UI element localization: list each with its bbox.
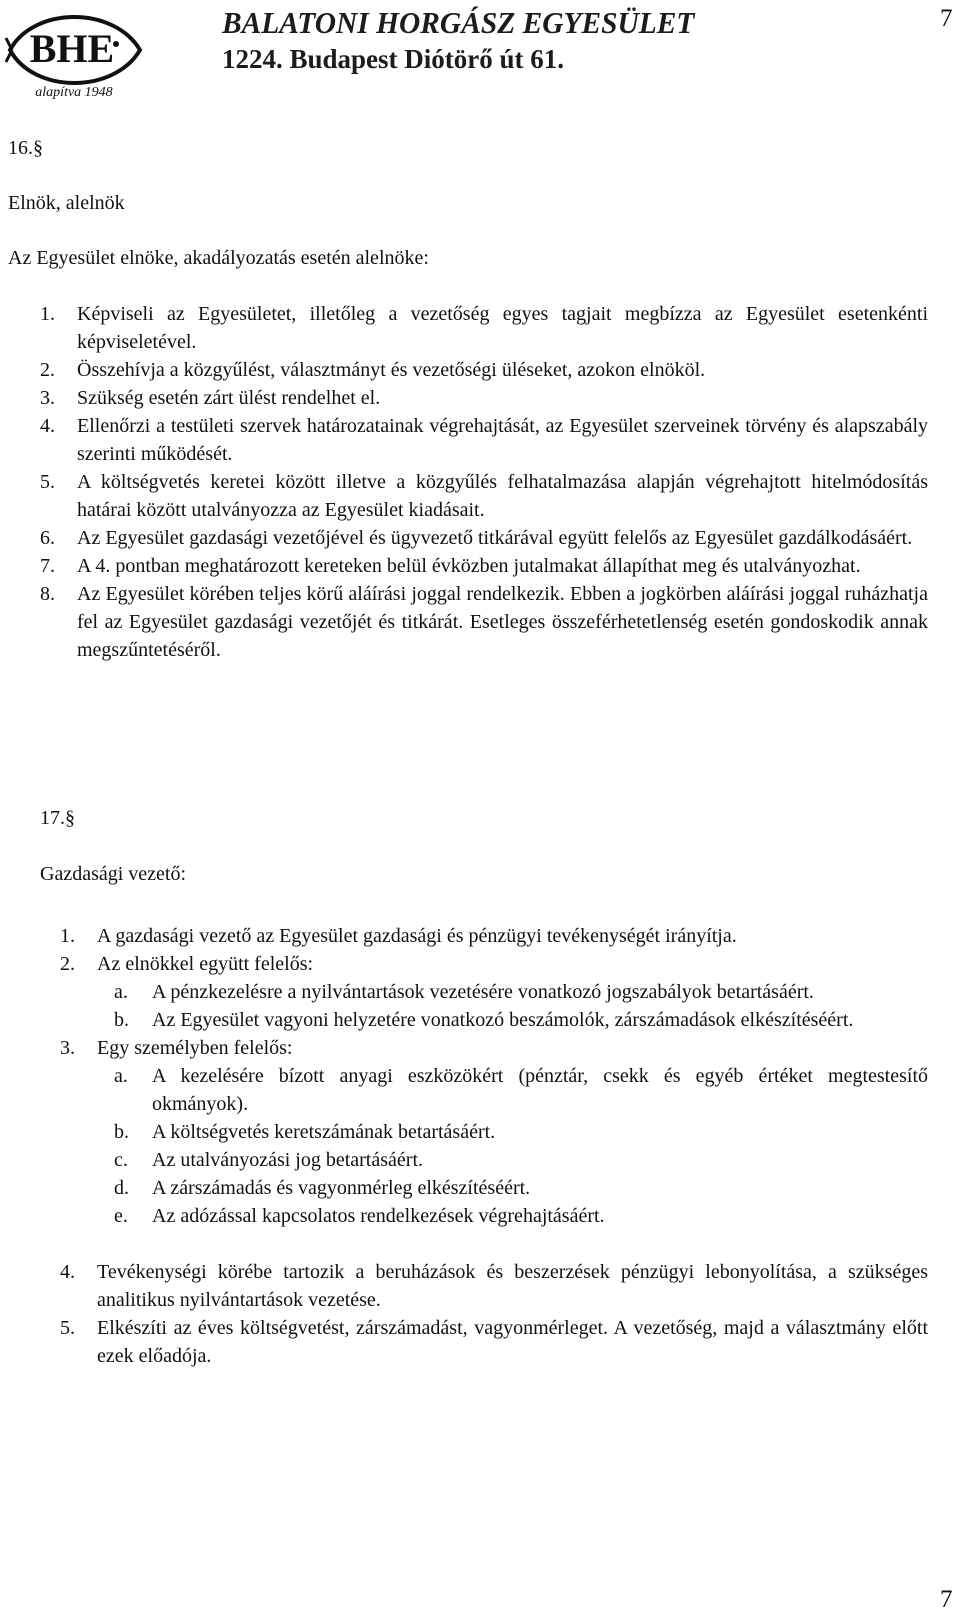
- item-text: Szükség esetén zárt ülést rendelhet el.: [77, 387, 381, 409]
- list-item: [40, 468, 928, 524]
- section-16-list: [40, 300, 928, 664]
- list-item: [60, 950, 928, 1034]
- list-item: [60, 1314, 928, 1370]
- list-item: [40, 356, 928, 384]
- item-text: Képviseli az Egyesületet, illetőleg a vezetőség egyes tagjait megbízza az Egyesület esetenkénti képviseletével.: [77, 303, 928, 353]
- item-number: 3.: [60, 1037, 75, 1059]
- item-text: Az elnökkel együtt felelős:: [97, 953, 314, 975]
- sub-item-text: A pénzkezelésre a nyilvántartások vezetésére vonatkozó jogszabályok betartásáért.: [152, 981, 814, 1003]
- item-text: Tevékenységi körébe tartozik a beruházások és beszerzések pénzügyi lebonyolítása, a szükséges analitikus nyilvántartások vezetése.: [97, 1261, 928, 1311]
- item-number: 5.: [60, 1317, 75, 1339]
- section-16-intro: Az Egyesület elnöke, akadályozatás esetén alelnöke:: [8, 247, 429, 269]
- item-text: Az Egyesület gazdasági vezetőjével és ügyvezető titkárával együtt felelős az Egyesület gazdálkodásáért.: [77, 527, 913, 549]
- section-17-title: Gazdasági vezető:: [40, 863, 187, 885]
- sub-list: [97, 978, 928, 1034]
- list-item: [60, 1034, 928, 1230]
- sub-item-letter: b.: [114, 1121, 129, 1143]
- sub-list-item: [114, 1118, 928, 1146]
- sub-list: [97, 1062, 928, 1230]
- item-number: 5.: [40, 471, 55, 493]
- item-number: 2.: [60, 953, 75, 975]
- item-number: 7.: [40, 555, 55, 577]
- item-number: 3.: [40, 387, 55, 409]
- sub-item-text: A kezelésére bízott anyagi eszközökért (pénztár, csekk és egyéb értéket megtestesítő okmányok).: [152, 1065, 928, 1115]
- item-number: 6.: [40, 527, 55, 549]
- sub-item-letter: b.: [114, 1009, 129, 1031]
- list-item: [40, 552, 928, 580]
- sub-item-letter: a.: [114, 981, 128, 1003]
- sub-list-item: [114, 1202, 928, 1230]
- item-text: Elkészíti az éves költségvetést, zárszámadást, vagyonmérleget. A vezetőség, majd a választmány előtt ezek előadója.: [97, 1317, 928, 1367]
- item-text: A 4. pontban meghatározott kereteken belül évközben jutalmakat állapíthat meg és utalványozhat.: [77, 555, 861, 577]
- logo-since: alapítva 1948: [35, 85, 113, 100]
- sub-item-letter: e.: [114, 1205, 128, 1227]
- sub-item-text: Az utalványozási jog betartásáért.: [152, 1149, 423, 1171]
- sub-list-item: [114, 978, 928, 1006]
- item-text: A költségvetés keretei között illetve a közgyűlés felhatalmazása alapján végrehajtott hitelmódosítás határai között utalványozza az Egyesület kiadásait.: [77, 471, 928, 521]
- section-17-list: [60, 922, 928, 1370]
- list-item: [60, 1258, 928, 1314]
- sub-list-item: [114, 1174, 928, 1202]
- item-number: 8.: [40, 583, 55, 605]
- item-text: Ellenőrzi a testületi szervek határozatainak végrehajtását, az Egyesület szerveinek törvény és alapszabály szerinti működését.: [77, 415, 928, 465]
- sub-item-text: A zárszámadás és vagyonmérleg elkészítéséért.: [152, 1177, 531, 1199]
- item-number: 4.: [40, 415, 55, 437]
- sub-list-item: [114, 1006, 928, 1034]
- sub-item-text: A költségvetés keretszámának betartásáért.: [152, 1121, 496, 1143]
- list-item: [40, 524, 928, 552]
- list-item: [40, 412, 928, 468]
- list-item: [40, 384, 928, 412]
- item-number: 4.: [60, 1261, 75, 1283]
- page-number-bottom: 7: [940, 1586, 953, 1613]
- list-item: [40, 580, 928, 664]
- item-text: Összehívja a közgyűlést, választmányt és vezetőségi üléseket, azokon elnököl.: [77, 359, 706, 381]
- sub-item-letter: c.: [114, 1149, 128, 1171]
- list-item: [60, 922, 928, 950]
- item-text: A gazdasági vezető az Egyesület gazdasági és pénzügyi tevékenységét irányítja.: [97, 925, 737, 947]
- section-16-title: Elnök, alelnök: [8, 192, 125, 214]
- sub-item-text: Az adózással kapcsolatos rendelkezések végrehajtásáért.: [152, 1205, 605, 1227]
- item-number: 2.: [40, 359, 55, 381]
- section-17-number: 17.§: [40, 807, 75, 829]
- item-text: Egy személyben felelős:: [97, 1037, 293, 1059]
- logo-monogram: BHE: [29, 26, 115, 71]
- sub-list-item: [114, 1062, 928, 1118]
- sub-list-item: [114, 1146, 928, 1174]
- page-number-top: 7: [940, 5, 953, 32]
- sub-item-letter: d.: [114, 1177, 129, 1199]
- association-name: BALATONI HORGÁSZ EGYESÜLET: [222, 5, 695, 40]
- item-text: Az Egyesület körében teljes körű aláírási joggal rendelkezik. Ebben a jogkörben aláírási joggal ruházhatja fel az Egyesület gazdasági vezetőjét és titkárát. Esetleges összeférhetetlenség esetén gondoskodik annak megszűntetéséről.: [77, 583, 928, 661]
- list-item: [40, 300, 928, 356]
- item-number: 1.: [60, 925, 75, 947]
- association-address: 1224. Budapest Diótörő út 61.: [222, 44, 565, 74]
- association-logo: [4, 4, 144, 100]
- section-16-number: 16.§: [8, 137, 43, 159]
- sub-item-text: Az Egyesület vagyoni helyzetére vonatkozó beszámolók, zárszámadások elkészítéséért.: [152, 1009, 854, 1031]
- sub-item-letter: a.: [114, 1065, 128, 1087]
- item-number: 1.: [40, 303, 55, 325]
